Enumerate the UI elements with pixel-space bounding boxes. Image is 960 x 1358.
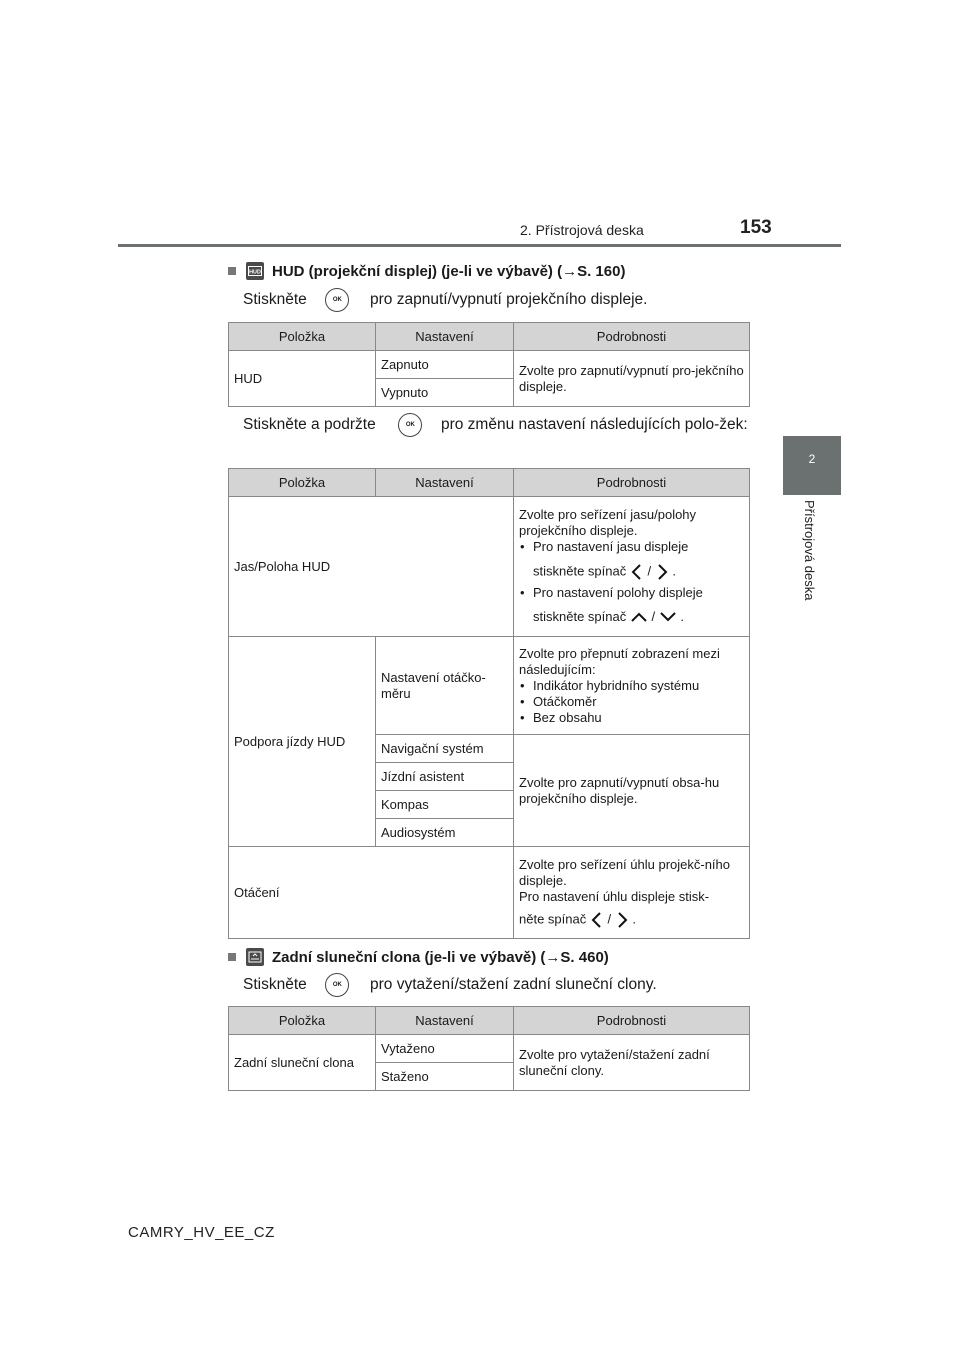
hud-settings-table [228, 468, 750, 939]
table-cell-details [514, 847, 750, 939]
table-cell-details: Zvolte pro zapnutí/vypnutí pro-jekčního displeje. [514, 351, 750, 407]
col-header-details: Podrobnosti [514, 1007, 750, 1035]
table-cell-item: Otáčení [229, 847, 514, 939]
col-header-details: Podrobnosti [514, 469, 750, 497]
switch-text: stiskněte spínač [533, 562, 627, 578]
bullet-text: Pro nastavení jasu displeje [533, 538, 689, 554]
list-item: • Otáčkoměr [519, 694, 744, 710]
table-cell-details [514, 637, 750, 735]
bullet-square-icon [228, 267, 236, 275]
hud-icon-label: HUD [249, 269, 261, 276]
table-cell-item: Jas/Poloha HUD [229, 497, 514, 637]
hud-icon [246, 262, 264, 280]
switch-text: stiskněte spínač [533, 608, 627, 624]
list-item [519, 585, 744, 629]
press-action-text: pro zapnutí/vypnutí projekčního displeje. [370, 291, 648, 309]
press-action-text: pro vytažení/stažení zadní sluneční clony. [370, 976, 657, 994]
slash-text: / [651, 608, 656, 624]
table-cell-item: Zadní sluneční clona [229, 1035, 376, 1091]
table-cell-setting: Vypnuto [376, 379, 514, 407]
table-cell-setting: Staženo [376, 1063, 514, 1091]
col-header-setting: Nastavení [376, 469, 514, 497]
hold-text: Stiskněte a podržte [243, 416, 376, 434]
chevron-down-icon [659, 610, 677, 624]
table-cell-setting: Jízdní asistent [376, 763, 514, 791]
table-cell-setting: Audiosystém [376, 819, 514, 847]
table-cell-setting: Vytaženo [376, 1035, 514, 1063]
press-text: Stiskněte [243, 291, 307, 309]
chevron-up-icon [630, 610, 648, 624]
press-text: Stiskněte [243, 976, 307, 994]
details-text: Zvolte pro seřízení úhlu projekč-ního displeje. [519, 856, 730, 888]
sunshade-table [228, 1006, 750, 1091]
ok-button-icon: OK [398, 413, 422, 437]
chevron-left-icon [590, 911, 604, 929]
table-cell-details: Zvolte pro vytažení/stažení zadní sluneční clony. [514, 1035, 750, 1091]
table-cell-setting: Zapnuto [376, 351, 514, 379]
chapter-tab-label [802, 500, 822, 620]
section-title: 2. Přístrojová deska [520, 222, 644, 238]
ok-button-icon: OK [325, 288, 349, 312]
table-cell-setting: Kompas [376, 791, 514, 819]
slash-text: / [607, 910, 612, 926]
hold-action-text: pro změnu nastavení následujících polo-žek: [440, 416, 748, 434]
col-header-setting: Nastavení [376, 1007, 514, 1035]
hud-table [228, 322, 750, 407]
bullet-text: Pro nastavení polohy displeje [533, 584, 703, 600]
ok-button-icon: OK [325, 973, 349, 997]
sunshade-press-instruction [243, 973, 657, 997]
hud-heading-text: HUD (projekční displej) (je-li ve výbavě) (→S. 160) [272, 262, 626, 280]
col-header-item: Položka [229, 323, 376, 351]
hud-press-instruction [243, 288, 647, 312]
table-cell-setting: Nastavení otáčko-měru [376, 637, 514, 735]
chapter-tab-label-text: Přístrojová deska [802, 500, 817, 601]
chevron-right-icon [655, 563, 669, 581]
list-item: • Bez obsahu [519, 710, 744, 726]
document-code: CAMRY_HV_EE_CZ [128, 1224, 275, 1241]
table-cell-item: HUD [229, 351, 376, 407]
dot-text: . [672, 562, 676, 578]
chevron-left-icon [630, 563, 644, 581]
list-item [519, 539, 744, 581]
dot-text: . [632, 910, 636, 926]
col-header-item: Položka [229, 1007, 376, 1035]
slash-text: / [647, 562, 652, 578]
col-header-setting: Nastavení [376, 323, 514, 351]
table-cell-item: Podpora jízdy HUD [229, 637, 376, 847]
hud-hold-instruction [243, 413, 753, 437]
page-number: 153 [740, 217, 772, 238]
header-divider [118, 244, 841, 247]
hud-heading [228, 262, 625, 280]
details-text: Pro nastavení úhlu displeje stisk- [519, 888, 710, 904]
details-switch-line [519, 911, 744, 929]
chevron-right-icon [615, 911, 629, 929]
dot-text: . [680, 608, 684, 624]
sunshade-icon [246, 948, 264, 966]
switch-text: něte spínač [519, 910, 587, 926]
chapter-tab-number: 2 [808, 452, 816, 466]
table-cell-details [514, 497, 750, 637]
list-item: • Indikátor hybridního systému [519, 678, 744, 694]
table-cell-setting: Navigační systém [376, 735, 514, 763]
bullet-square-icon [228, 953, 236, 961]
sunshade-heading [228, 948, 609, 966]
sunshade-heading-text: Zadní sluneční clona (je-li ve výbavě) (→S. 460) [272, 948, 609, 966]
details-text: Zvolte pro seřízení jasu/polohy projekčního displeje. [519, 506, 697, 538]
col-header-item: Položka [229, 469, 376, 497]
col-header-details: Podrobnosti [514, 323, 750, 351]
table-cell-details: Zvolte pro zapnutí/vypnutí obsa-hu projekčního displeje. [514, 735, 750, 847]
details-text: Zvolte pro přepnutí zobrazení mezi následujícím: [519, 645, 720, 677]
